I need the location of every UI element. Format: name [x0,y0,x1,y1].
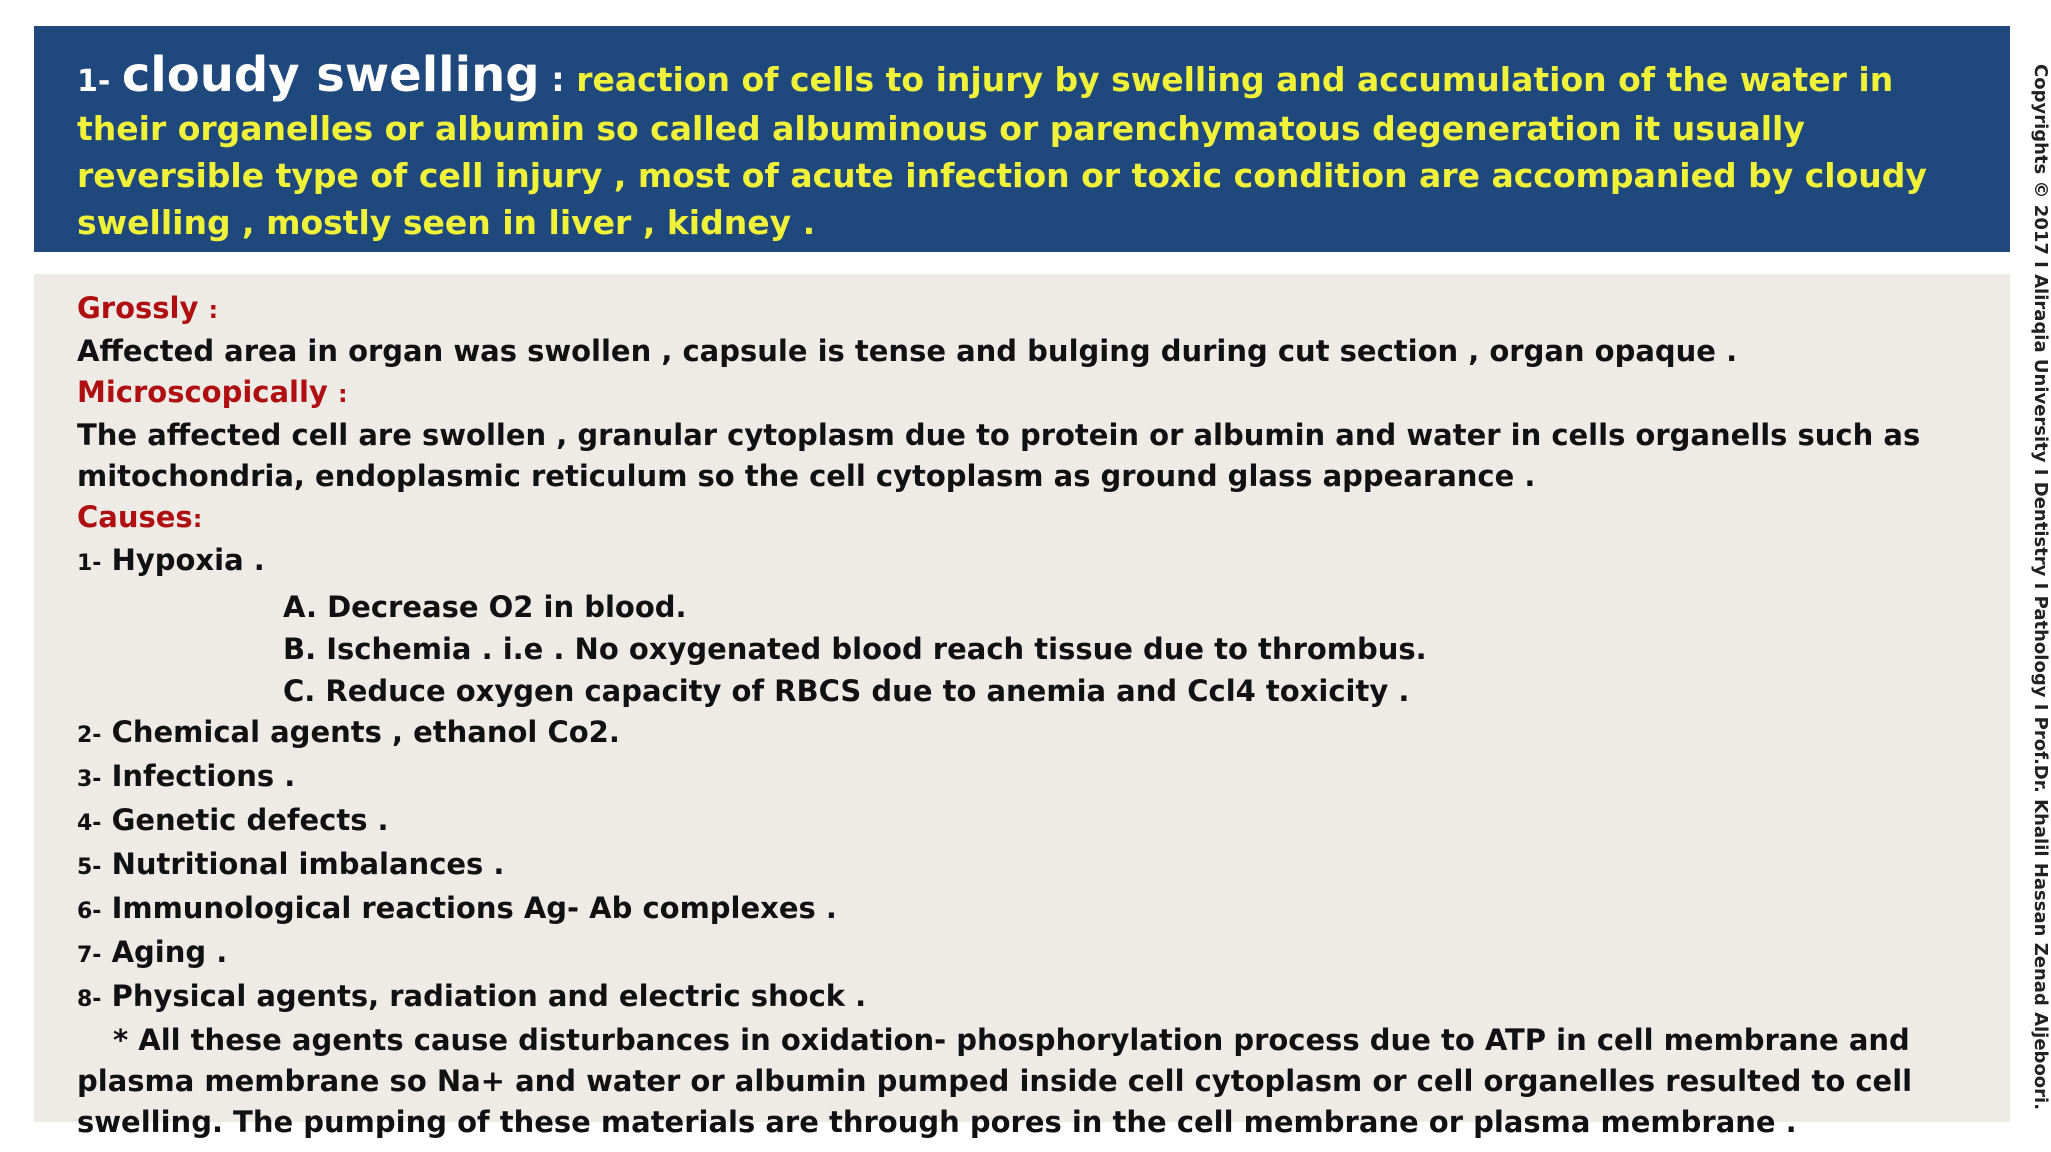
grossly-heading [77,288,1970,331]
cause-item [77,756,1970,800]
causes-colon: : [192,505,203,533]
hypoxia-sub-item: A. Decrease O2 in blood. [283,590,687,624]
cause-number: 1- [77,551,102,576]
cause-text: Physical agents, radiation and electric shock . [111,979,867,1013]
grossly-colon: : [208,296,219,324]
cause-text: Chemical agents , ethanol Co2. [111,715,620,749]
hypoxia-sub-item: B. Ischemia . i.e . No oxygenated blood reach tissue due to thrombus. [283,632,1427,666]
cause-item [77,712,1970,756]
cause-number: 5- [77,855,102,880]
cause-item [77,540,1970,584]
section-title: cloudy swelling [121,47,540,103]
definition-banner [34,26,2010,252]
causes-heading-label: Causes [77,500,193,534]
cause-item [77,844,1970,888]
cause-item [77,976,1970,1020]
section-number: 1- [77,64,111,99]
cause-text: Aging . [111,935,228,969]
microscopically-heading [77,372,1970,415]
cause-number: 3- [77,767,102,792]
cause-item [77,800,1970,844]
copyright-notice: Copyrights © 2017 I Aliraqia University I Dentistry I Pathology I Prof.Dr. Khalil Hassan Zenad Aljeboori. [2030,64,2051,1111]
content-panel [34,274,2010,1139]
grossly-heading-label: Grossly [77,291,199,325]
cause-item [77,932,1970,976]
causes-heading [77,497,1970,540]
cause-number: 7- [77,943,102,968]
cause-text: Genetic defects . [111,803,389,837]
definition-text: reaction of cells to injury by swelling and accumulation of the water in their organelles or albumin so called albuminous or parenchymatous degeneration it usually reversible type of cell injury , most of acute infection or toxic condition are accompanied by cloudy swelling , mostly seen in liver , kidney . [77,60,1927,242]
grossly-text: Affected area in organ was swollen , capsule is tense and bulging during cut section , organ opaque . [77,334,1738,368]
microscopically-colon: : [337,380,348,408]
microscopically-text: The affected cell are swollen , granular cytoplasm due to protein or albumin and water in cells organells such as mitochondria, endoplasmic reticulum so the cell cytoplasm as ground glass appearance . [77,418,1921,493]
cause-number: 2- [77,723,102,748]
hypoxia-sub-item: C. Reduce oxygen capacity of RBCS due to anemia and Ccl4 toxicity . [283,674,1410,708]
cause-text: Hypoxia . [111,543,265,577]
cause-text: Nutritional imbalances . [111,847,505,881]
causes-note [77,1020,1970,1143]
cause-text: Immunological reactions Ag- Ab complexes . [111,891,837,925]
cause-number: 4- [77,811,102,836]
cause-number: 6- [77,899,102,924]
microscopically-heading-label: Microscopically [77,375,328,409]
cause-number: 8- [77,987,102,1012]
cause-text: Infections . [111,759,296,793]
cause-item [77,888,1970,932]
title-colon: : [551,60,565,100]
causes-note-text: * All these agents cause disturbances in oxidation- phosphorylation process due to ATP in cell membrane and plasma membrane so Na+ and water or albumin pumped inside cell cytoplasm or cell organelles resulted to cell swelling. The pumping of these materials are through pores in the cell membrane or plasma membrane . [77,1023,1913,1139]
